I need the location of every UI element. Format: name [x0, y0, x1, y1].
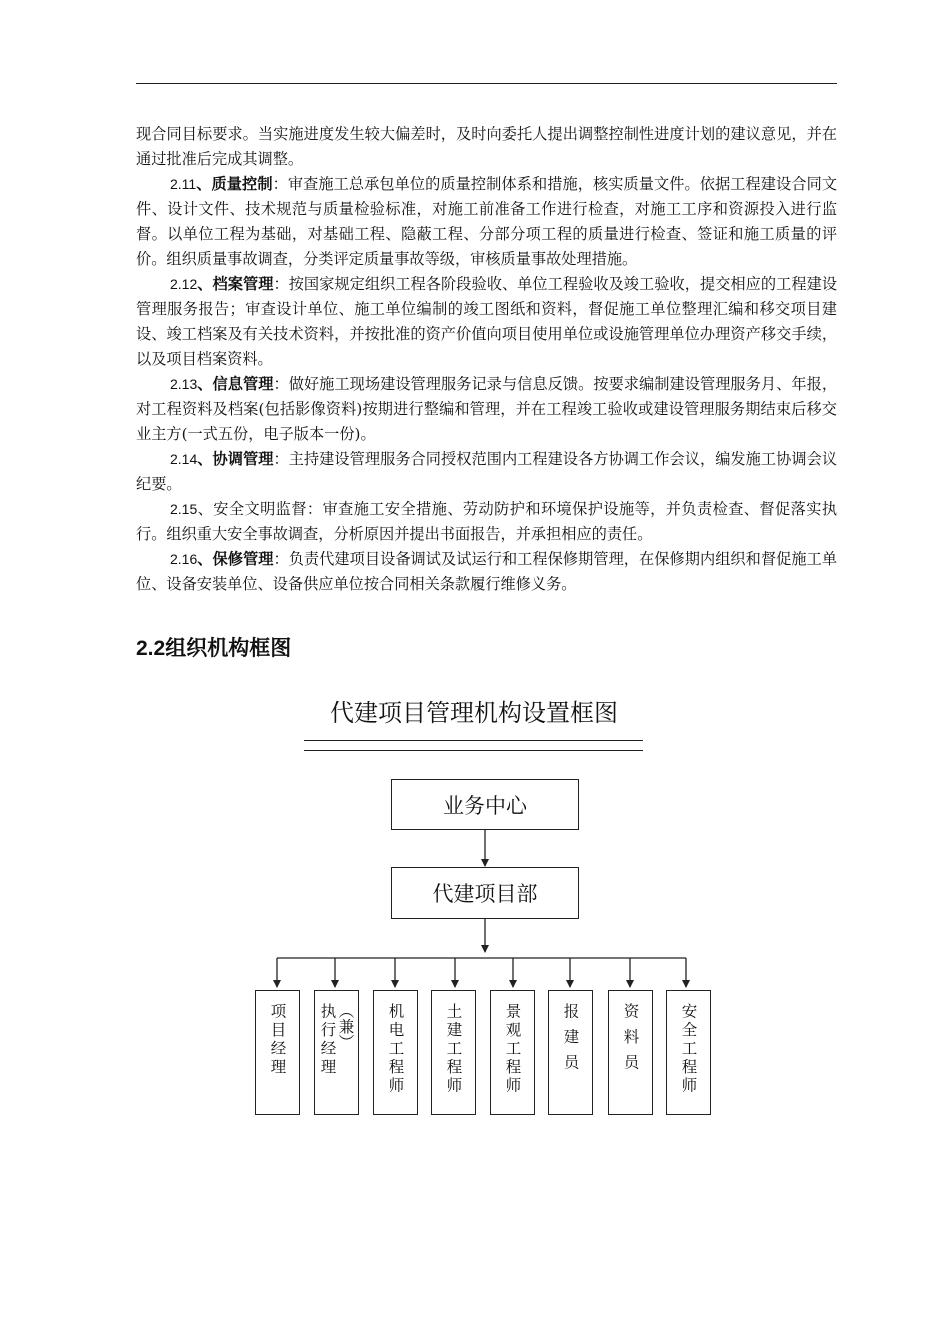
- item-colon: ：: [272, 175, 288, 193]
- box-label: 业务中心: [443, 793, 527, 818]
- item-colon: ：: [273, 375, 289, 393]
- box-label: 项目经理: [268, 1003, 287, 1077]
- item-title: 、信息管理: [197, 375, 274, 393]
- item-title: 、协调管理: [197, 450, 274, 468]
- paragraph-text: 按国家规定组织工程各阶段验收、单位工程验收及竣工验收，提交相应的工程建设管理服务报告；审查设计单位、施工单位编制的竣工图纸和资料，督促施工单位整理汇编和移交项目建设、竣工档案及有关技术资料，并按批准的资产价值向项目使用单位或设施管理单位办理资产移交手续，以及项目档案资料。: [136, 275, 838, 368]
- item-title: 、档案管理: [197, 275, 274, 293]
- box-label: 机电工程师: [386, 1003, 405, 1096]
- box-label: 代建项目部: [432, 882, 538, 906]
- item-number: 2.15: [170, 501, 198, 517]
- item-number: 2.11: [170, 176, 197, 192]
- box-mep-engineer: [373, 990, 418, 1115]
- box-label: 土建工程师: [444, 1003, 463, 1096]
- item-number: 2.14: [170, 451, 198, 467]
- paragraph-text: 主持建设管理服务合同授权范围内工程建设各方协调工作会议，编发施工协调会议纪要。: [136, 450, 838, 493]
- section-number: 2.2: [136, 637, 166, 660]
- item-number: 2.12: [170, 276, 198, 292]
- box-project-department: [391, 867, 579, 919]
- box-business-center: [391, 779, 579, 830]
- box-label: 执行经理: [318, 1003, 337, 1077]
- paragraph-text: 现合同目标要求。当实施进度发生较大偏差时，及时向委托人提出调整控制性进度计划的建议意见，并在通过批准后完成其调整。: [136, 125, 837, 168]
- paragraph-text: 负责代建项目设备调试及试运行和工程保修期管理，在保修期内组织和督促施工单位、设备安装单位、设备供应单位按合同相关条款履行维修义务。: [136, 550, 838, 593]
- paragraph-text: 审查施工总承包单位的质量控制体系和措施，核实质量文件。依据工程建设合同文件、设计文件、技术规范与质量检验标准，对施工前准备工作进行检查，对施工工序和资源投入进行监督。以单位工程为基础，对基础工程、隐蔽工程、分部分项工程的质量进行检查、签证和施工质量的评价。组织质量事故调查，分类评定质量事故等级，审核质量事故处理措施。: [136, 175, 838, 268]
- box-label: 景观工程师: [503, 1003, 522, 1096]
- box-label: 资料员: [621, 1003, 640, 1080]
- box-project-manager: [255, 990, 300, 1115]
- paragraph-text: 做好施工现场建设管理服务记录与信息反馈。按要求编制建设管理服务月、年报，对工程资料及档案(包括影像资料)按期进行整编和管理，并在工程竣工验收或建设管理服务期结束后移交业主方(一式五份，电子版本一份)。: [136, 375, 838, 443]
- box-civil-engineer: [431, 990, 476, 1115]
- org-chart-title: 代建项目管理机构设置框图: [330, 699, 618, 727]
- item-title: 、保修管理: [197, 550, 274, 568]
- box-safety-engineer: [666, 990, 711, 1115]
- box-executive-manager: [314, 990, 359, 1115]
- item-colon: ：: [273, 550, 289, 568]
- box-note: （兼）: [336, 1003, 355, 1050]
- item-number: 2.13: [170, 376, 198, 392]
- item-colon: ：: [273, 450, 289, 468]
- box-landscape-engineer: [490, 990, 535, 1115]
- item-colon: ：: [273, 275, 289, 293]
- item-title: 、质量控制: [196, 175, 273, 193]
- paragraph-text: 、安全文明监督：审查施工安全措施、劳动防护和环境保护设施等，并负责检查、督促落实执行。组织重大安全事故调查，分析原因并提出书面报告，并承担相应的责任。: [136, 500, 837, 543]
- section-title: 组织机构框图: [165, 636, 292, 660]
- box-label: 报建员: [561, 1003, 580, 1080]
- box-label: 安全工程师: [679, 1003, 698, 1096]
- box-document-officer: [608, 990, 653, 1115]
- item-number: 2.16: [170, 551, 198, 567]
- box-permit-officer: [548, 990, 593, 1115]
